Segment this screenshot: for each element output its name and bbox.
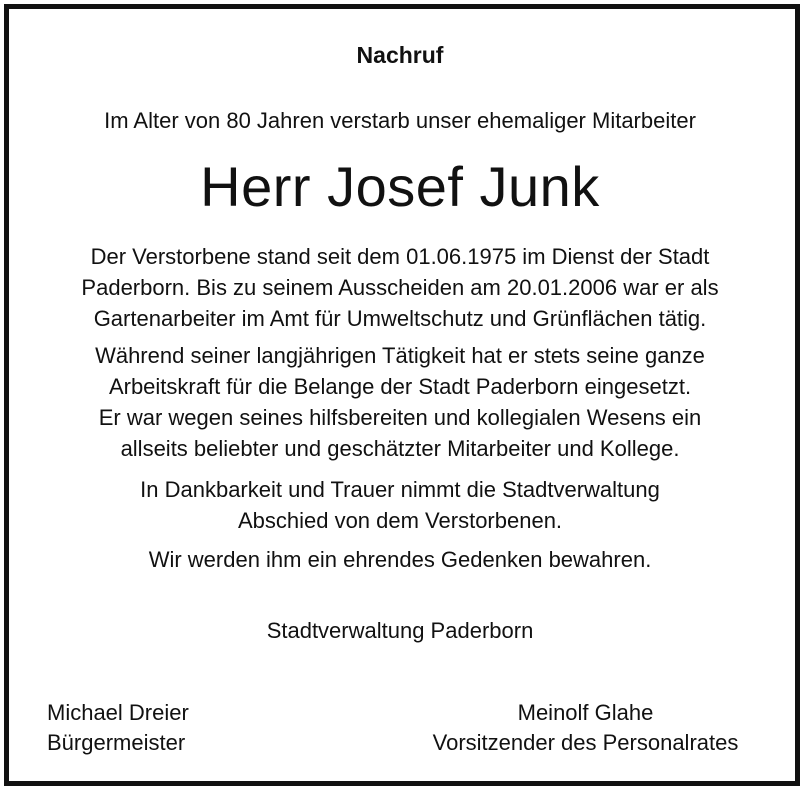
paragraph-remembrance: Wir werden ihm ein ehrendes Gedenken bewahren. (148, 547, 652, 572)
text-line: Abschied von dem Verstorbenen. (237, 508, 563, 533)
paragraph-service (0, 241, 800, 334)
deceased-name: Herr Josef Junk (200, 155, 600, 218)
signatory-name: Michael Dreier (47, 700, 189, 725)
intro-text: Im Alter von 80 Jahren verstarb unser ehemaliger Mitarbeiter (104, 108, 696, 133)
signatory-name: Meinolf Glahe (517, 700, 654, 725)
obituary-heading: Nachruf (356, 42, 444, 68)
signatory-title: Vorsitzender des Personalrates (432, 730, 739, 755)
paragraph-farewell (0, 474, 800, 536)
signatory-left (47, 698, 189, 758)
text-line: Während seiner langjährigen Tätigkeit hat er stets seine ganze (95, 343, 705, 368)
text-line: Paderborn. Bis zu seinem Ausscheiden am 20.01.2006 war er als (81, 275, 719, 300)
text-line: Gartenarbeiter im Amt für Umweltschutz und Grünflächen tätig. (93, 306, 707, 331)
signatory-title: Bürgermeister (47, 730, 186, 755)
text-line: Er war wegen seines hilfsbereiten und kollegialen Wesens ein (98, 405, 702, 430)
text-line: In Dankbarkeit und Trauer nimmt die Stadtverwaltung (140, 477, 660, 502)
text-line: allseits beliebter und geschätzter Mitarbeiter und Kollege. (120, 436, 680, 461)
text-line: Arbeitskraft für die Belange der Stadt Paderborn eingesetzt. (108, 374, 692, 399)
text-line: Der Verstorbene stand seit dem 01.06.1975 im Dienst der Stadt (90, 244, 710, 269)
signatory-right (413, 698, 758, 758)
organization-name: Stadtverwaltung Paderborn (266, 618, 534, 643)
paragraph-tribute (0, 340, 800, 464)
